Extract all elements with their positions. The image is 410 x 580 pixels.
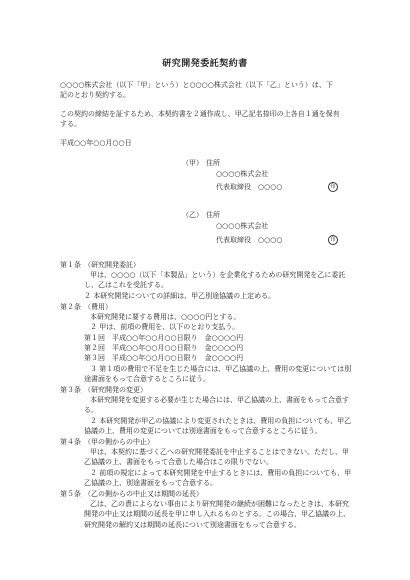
witness-line-2: する。	[60, 120, 81, 128]
article-4-heading: （甲の側からの中止）	[84, 438, 154, 446]
article-4-line: 甲は、本契約に基づく乙への研究開発委託を中止することはできない。ただし、甲	[90, 448, 349, 456]
article-4-line: 乙協議の上、別途書面をもって合意する。	[84, 479, 217, 487]
article-5-line: 乙は、乙の責によらない事由により研究開発の継続が困難になったときは、本研究	[90, 500, 349, 508]
article-2-line: ２ 甲は、前項の費用を、以下のとおり支払う。	[90, 323, 240, 331]
article-3-line: 協議の上、費用の変更については別途書面をもって合意するところに従う。	[84, 427, 322, 435]
article-3-line: る。	[84, 406, 98, 414]
article-3-heading: （研究開発の変更）	[84, 386, 147, 394]
article-2-number: 第２条	[60, 303, 81, 311]
article-1-line: し、乙はこれを受託する。	[84, 281, 168, 289]
article-1-line: ２ 本研究開発についての詳細は、甲乙別途協議の上定める。	[84, 292, 276, 300]
article-2-line: 本研究開発に要する費用は、○○○○円とする。	[90, 313, 241, 321]
party-a-role: （甲）	[182, 159, 203, 167]
party-b-address-label: 住所	[206, 211, 220, 219]
witness-line-1: この契約の締結を証するため、本契約書を２通作成し、甲乙記名捺印の上各自１通を保有	[60, 110, 340, 118]
article-3-number: 第３条	[60, 386, 81, 394]
party-a-company: ○○○○株式会社	[216, 170, 269, 178]
party-a-seal-icon: 印	[328, 182, 338, 192]
article-1-number: 第１条	[60, 261, 81, 269]
party-a-address-label: 住所	[206, 159, 220, 167]
contract-date: 平成○○年○○月○○日	[60, 139, 132, 147]
article-5-line: 開発の中止又は期間の延長を甲に申し入れるものとする。この場合、甲乙協議の上、	[84, 510, 350, 518]
party-b-role: （乙）	[182, 211, 203, 219]
party-a-representative: 代表取締役 ○○○○	[216, 183, 283, 191]
article-3-line: ２ 本研究開発が甲乙の協議により変更されたときは、費用の負担についても、甲乙	[90, 417, 352, 425]
party-b-representative: 代表取締役 ○○○○	[216, 236, 283, 244]
article-4-line: ２ 前項の規定によって本研究開発を中止するときには、費用の負担についても、甲	[90, 469, 352, 477]
article-2-line: ３ 第１項の費用で不足を生じた場合には、甲乙協議の上、費用の変更については別	[90, 365, 352, 373]
article-2-payment-row: 第１回 平成○○年○○月○○日限り 金○○○○円	[84, 334, 244, 342]
article-2-payment-row: 第３回 平成○○年○○月○○日限り 金○○○○円	[84, 354, 244, 362]
article-5-heading: （乙の側からの中止又は期間の延長）	[84, 490, 203, 498]
document-title: 研究開発委託契約書	[162, 59, 248, 69]
article-1-heading: （研究開発委託）	[84, 261, 140, 269]
article-2-payment-row: 第２回 平成○○年○○月○○日限り 金○○○○円	[84, 344, 244, 352]
article-2-heading: （費用）	[84, 303, 112, 311]
party-b-seal-icon: 印	[328, 235, 338, 245]
article-5-line: 研究開発の解約又は期間の延長について別途書面をもって合意する。	[84, 521, 301, 529]
article-4-number: 第４条	[60, 438, 81, 446]
intro-line-1: ○○○○株式会社（以下「甲」という）と○○○○株式会社（以下「乙」という）は、下	[60, 81, 333, 89]
article-4-line: 乙協議の上、書面をもって合意した場合はこの限りでない。	[84, 458, 273, 466]
article-3-line: 本研究開発を変更する必要が生じた場合には、甲乙協議の上、書面をもって合意す	[90, 396, 349, 404]
intro-line-2: 記のとおり契約する。	[60, 91, 130, 99]
article-2-line: 途書面をもって合意するところに従う。	[84, 375, 210, 383]
article-5-number: 第５条	[60, 490, 81, 498]
article-1-line: 甲は、○○○○（以下「本製品」という）を企業化するための研究開発を乙に委託	[90, 271, 346, 279]
party-b-company: ○○○○株式会社	[216, 222, 269, 230]
